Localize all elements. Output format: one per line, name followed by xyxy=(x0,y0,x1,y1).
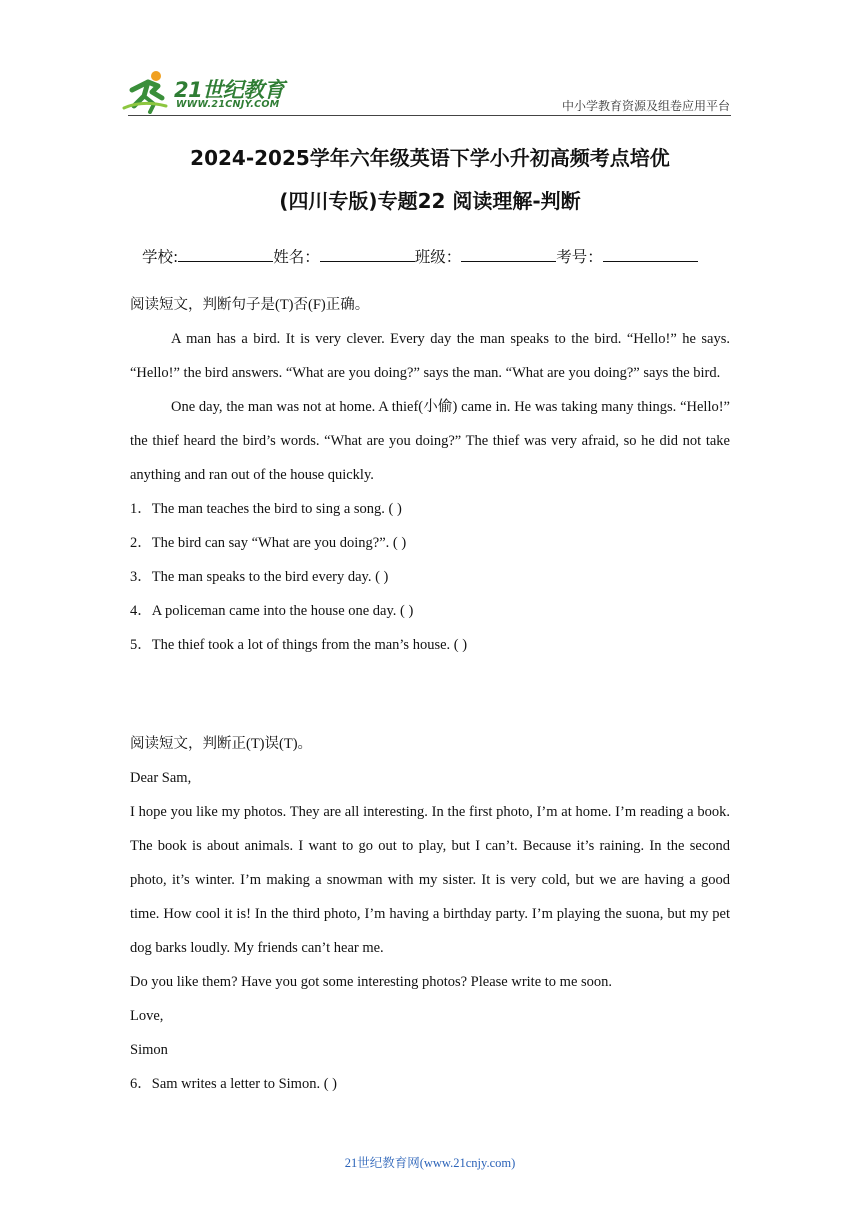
letter-greeting: Dear Sam, xyxy=(130,770,192,786)
section-2-instruction: 阅读短文，判断正(T)误(T)。 xyxy=(130,736,313,752)
section-1-paragraph-1: A man has a bird. It is very clever. Every day the man speaks to the bird. “Hello!” he says. “Hello!” the bird answers. “What are you doing?” says the man. “What are you doing?” says the bird. xyxy=(130,331,730,381)
class-label: 班级： xyxy=(414,248,462,266)
header-divider xyxy=(128,115,731,116)
number-blank[interactable] xyxy=(603,247,698,262)
name-label: 姓名： xyxy=(273,248,320,266)
name-blank[interactable] xyxy=(320,247,415,262)
school-blank[interactable] xyxy=(178,247,273,262)
section-1-instruction: 阅读短文，判断句子是(T)否(F)正确。 xyxy=(130,297,370,313)
site-logo xyxy=(122,70,292,114)
page-footer[interactable]: 21世纪教育网(www.21cnjy.com) xyxy=(344,1156,516,1170)
page-title: 2024-2025学年六年级英语下学小升初高频考点培优 xyxy=(190,146,670,170)
letter-signature: Simon xyxy=(130,1042,168,1058)
logo-url: WWW.21CNJY.COM xyxy=(176,99,280,110)
logo-text: 21世纪教育 xyxy=(174,78,285,102)
section-1 xyxy=(130,288,730,662)
letter-body: I hope you like my photos. They are all interesting. In the first photo, I’m at home. I’m reading a book. The book is about animals. I want to go out to play, but I can’t. Because it’s raining. In the second photo, it’s winter. I’m making a snowman with my sister. It is very cold, but we are having a good time. How cool it is! In the third photo, I’m having a birthday party. I’m playing the suona, but my pet dog barks loudly. My friends can’t hear me. xyxy=(130,804,730,956)
question-4: 4．A policeman came into the house one day. ( ) xyxy=(130,603,414,619)
school-label: 学校: xyxy=(142,248,179,266)
letter-sign-off: Love, xyxy=(130,1008,164,1024)
runner-logo-icon xyxy=(122,70,172,114)
letter-closing-line: Do you like them? Have you got some interesting photos? Please write to me soon. xyxy=(130,974,613,990)
question-3: 3．The man speaks to the bird every day. ( ) xyxy=(130,569,389,585)
number-label: 考号： xyxy=(556,248,603,266)
question-1: 1．The man teaches the bird to sing a song. ( ) xyxy=(130,501,402,517)
section-1-paragraph-2: One day, the man was not at home. A thief(小偷) came in. He was taking many things. “Hello!” the thief heard the bird’s words. “What are you doing?” The thief was very afraid, so he did not take anything and ran out of the house quickly. xyxy=(130,399,730,483)
page-subtitle: (四川专版)专题22 阅读理解-判断 xyxy=(279,189,581,213)
student-info-fields xyxy=(142,245,698,267)
header-platform-text: 中小学教育资源及组卷应用平台 xyxy=(561,99,730,113)
question-5: 5．The thief took a lot of things from the man’s house. ( ) xyxy=(130,637,468,653)
question-2: 2．The bird can say “What are you doing?”. ( ) xyxy=(130,535,407,551)
section-2 xyxy=(130,727,730,1101)
class-blank[interactable] xyxy=(461,247,556,262)
question-6: 6．Sam writes a letter to Simon. ( ) xyxy=(130,1076,337,1092)
